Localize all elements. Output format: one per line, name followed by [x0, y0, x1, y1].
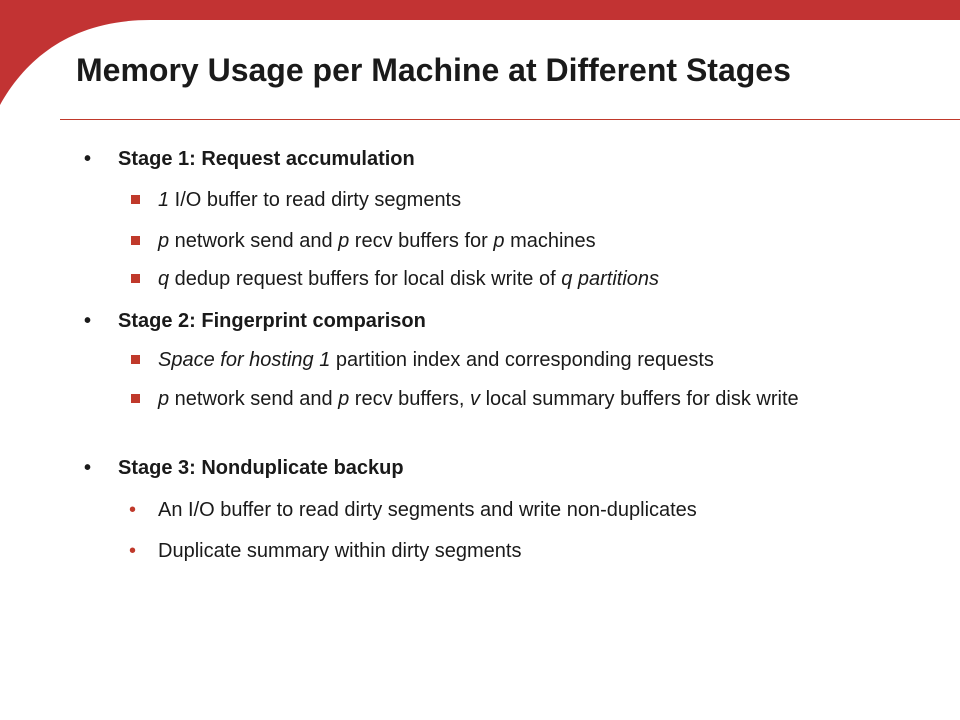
text-run: partition index and corresponding requests — [330, 349, 714, 371]
text-run: Space for hosting 1 — [158, 349, 331, 371]
stage-2-item — [84, 310, 426, 333]
title-divider — [60, 119, 960, 120]
bullet-icon: • — [129, 540, 137, 562]
subitem-text — [158, 230, 596, 252]
square-bullet-icon — [131, 274, 140, 283]
stage-3-label: Stage 3: Nonduplicate backup — [118, 457, 404, 479]
bullet-icon: • — [84, 457, 92, 479]
text-run: machines — [504, 230, 596, 252]
stage-3-subitem — [129, 539, 918, 564]
text-run: p — [158, 230, 170, 252]
square-bullet-icon — [131, 195, 140, 204]
text-run: Duplicate summary within dirty segments — [158, 540, 522, 562]
text-run: network send and — [169, 388, 339, 410]
text-run: q — [158, 268, 170, 290]
stage-2-subitem — [158, 387, 903, 412]
text-run: dedup request buffers for local disk write of — [169, 268, 562, 290]
square-bullet-icon — [131, 236, 140, 245]
bullet-icon: • — [129, 499, 137, 521]
square-bullet-icon — [131, 394, 140, 403]
bullet-icon: • — [84, 148, 92, 170]
text-run: p — [493, 230, 505, 252]
text-run: network send and — [169, 230, 339, 252]
text-run: p — [338, 230, 350, 252]
stage-1-subitem — [158, 267, 918, 292]
subitem-text — [158, 499, 697, 521]
stage-1-label: Stage 1: Request accumulation — [118, 148, 415, 170]
text-run: p — [158, 388, 170, 410]
text-run: q partitions — [561, 268, 660, 290]
text-run: recv buffers for — [349, 230, 494, 252]
subitem-text — [158, 268, 659, 290]
subitem-text — [158, 189, 461, 211]
bullet-icon: • — [84, 310, 92, 332]
stage-1-subitem — [158, 229, 918, 254]
text-run: 1 — [158, 189, 170, 211]
text-run: recv buffers, — [349, 388, 471, 410]
stage-3-item — [84, 457, 404, 480]
stage-1-subitem — [158, 188, 918, 213]
subitem-text — [158, 388, 799, 410]
text-run: local summary buffers for disk write — [480, 388, 799, 410]
text-run: p — [338, 388, 350, 410]
page-title: Memory Usage per Machine at Different Stages — [76, 52, 791, 88]
square-bullet-icon — [131, 355, 140, 364]
stage-2-label: Stage 2: Fingerprint comparison — [118, 310, 426, 332]
text-run: An I/O buffer to read dirty segments and write non-duplicates — [158, 499, 697, 521]
subitem-text — [158, 349, 714, 371]
stage-2-subitem — [158, 348, 918, 373]
text-run: v — [470, 388, 481, 410]
stage-1-item — [84, 148, 415, 171]
stage-3-subitem — [129, 498, 918, 523]
text-run: I/O buffer to read dirty segments — [169, 189, 462, 211]
subitem-text — [158, 540, 521, 562]
